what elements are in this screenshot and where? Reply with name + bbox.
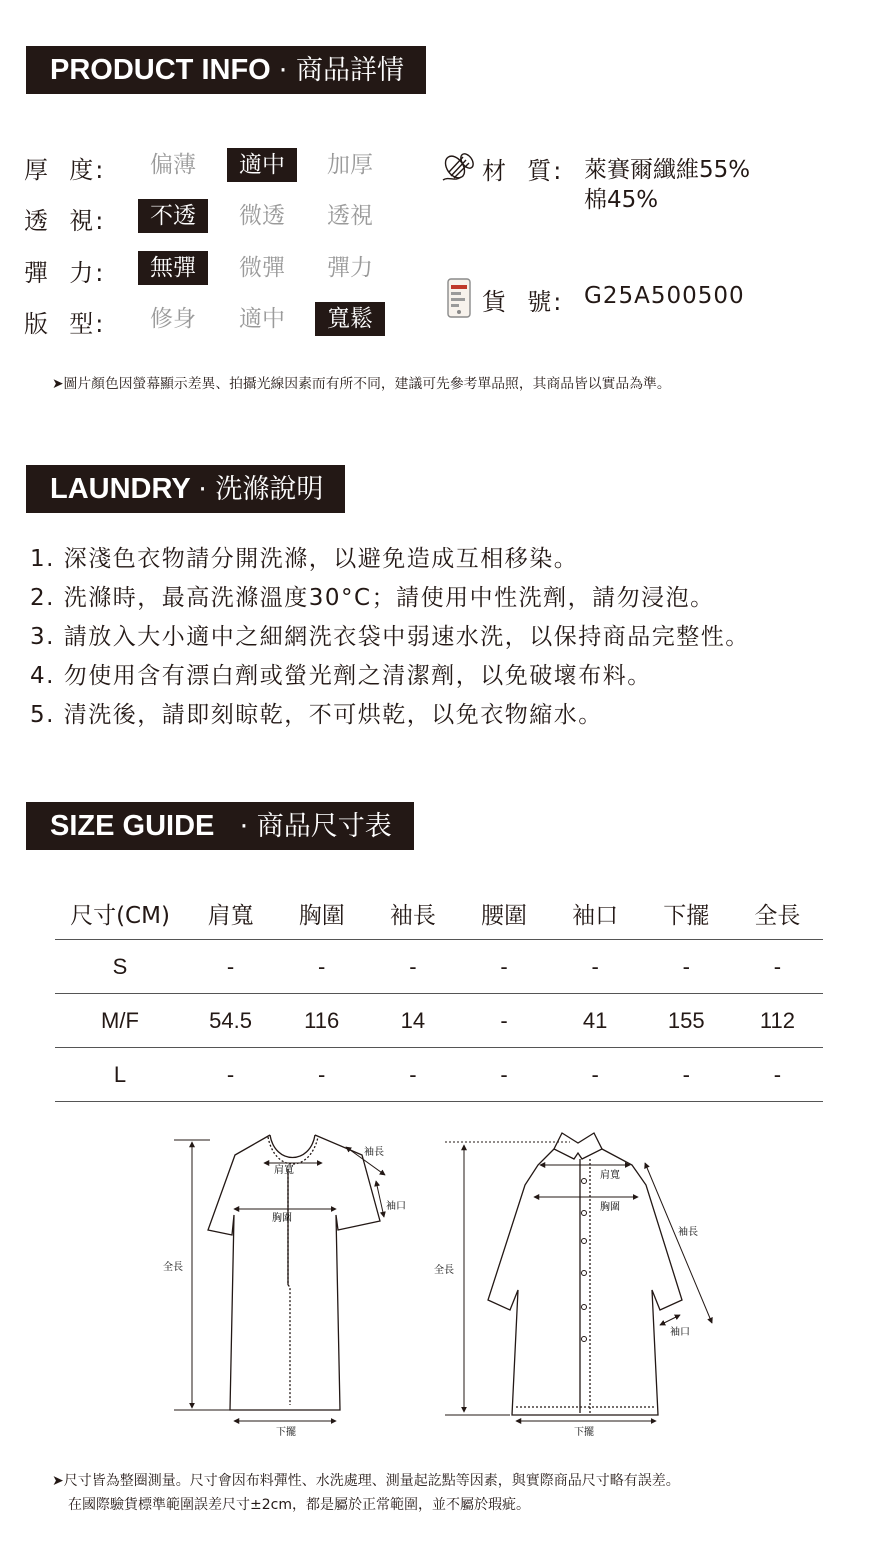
table-cell: -	[458, 940, 549, 994]
table-cell: 14	[367, 994, 458, 1048]
table-cell: -	[458, 1048, 549, 1102]
header-sleeve: 袖長	[367, 887, 458, 940]
header-hem: 下擺	[641, 887, 732, 940]
shirt-shoulder-label: 肩寬	[600, 1170, 620, 1181]
table-cell: -	[732, 1048, 823, 1102]
attribute-option-selected: 適中	[227, 148, 297, 182]
table-cell: -	[367, 940, 458, 994]
size-diagram	[150, 1125, 730, 1445]
title-sep: ·	[198, 474, 207, 505]
front-shoulder-label: 肩寬	[274, 1165, 294, 1176]
header-chest: 胸圍	[276, 887, 367, 940]
table-cell: -	[550, 1048, 641, 1102]
attribute-option-selected: 寬鬆	[315, 302, 385, 336]
table-cell: -	[185, 940, 276, 994]
table-cell: -	[732, 940, 823, 994]
title-sep: ·	[278, 55, 288, 86]
front-dress-outline	[208, 1135, 380, 1410]
front-cuff-label: 袖口	[386, 1201, 406, 1212]
front-length-label: 全長	[163, 1262, 183, 1273]
table-cell: 112	[732, 994, 823, 1048]
attribute-option-selected: 無彈	[138, 251, 208, 285]
list-item: 1. 深淺色衣物請分開洗滌，以避免造成互相移染。	[30, 546, 579, 572]
sku-label: 貨 號:	[482, 288, 564, 316]
table-cell: L	[55, 1048, 185, 1102]
shirt-measure-lines	[445, 1142, 712, 1421]
table-cell: -	[550, 940, 641, 994]
thread-icon	[441, 150, 481, 188]
material-value-line1: 萊賽爾纖維55%	[584, 157, 751, 183]
title-sep: ·	[239, 811, 249, 842]
tag-icon	[445, 276, 473, 324]
attribute-option: 加厚	[327, 152, 373, 178]
attribute-label: 彈 力:	[24, 259, 106, 287]
table-cell: 54.5	[185, 994, 276, 1048]
sku-value: G25A500500	[584, 283, 745, 309]
attribute-option: 偏薄	[150, 152, 196, 178]
table-cell: -	[276, 940, 367, 994]
title-en: LAUNDRY	[50, 473, 191, 505]
product-info-note: ➤圖片顏色因螢幕顯示差異、拍攝光線因素而有所不同，建議可先參考單品照，其商品皆以實品為準。	[52, 376, 671, 392]
header-shoulder: 肩寬	[185, 887, 276, 940]
attribute-option: 微透	[239, 203, 285, 229]
table-cell: -	[185, 1048, 276, 1102]
material-label: 材 質:	[482, 157, 564, 185]
header-waist: 腰圍	[458, 887, 549, 940]
header-length: 全長	[732, 887, 823, 940]
shirt-hem-label: 下擺	[574, 1427, 594, 1438]
table-cell: -	[641, 1048, 732, 1102]
attribute-label: 版 型:	[24, 310, 106, 338]
table-row	[55, 1048, 823, 1102]
header-cuff: 袖口	[550, 887, 641, 940]
shirt-chest-label: 胸圍	[600, 1202, 620, 1213]
attribute-option: 彈力	[327, 255, 373, 281]
table-header-row	[55, 887, 823, 940]
attribute-option: 透視	[327, 203, 373, 229]
size-guide-title	[26, 802, 414, 850]
front-chest-label: 胸圍	[272, 1213, 292, 1224]
table-cell: M/F	[55, 994, 185, 1048]
size-table	[55, 887, 823, 1102]
table-row	[55, 994, 823, 1048]
front-measure-lines	[174, 1140, 385, 1421]
list-item: 4. 勿使用含有漂白劑或螢光劑之清潔劑，以免破壞布料。	[30, 663, 652, 689]
size-note-line1: ➤尺寸皆為整圈測量。尺寸會因布料彈性、水洗處理、測量起訖點等因素，與實際商品尺寸略有誤差。	[52, 1473, 680, 1489]
list-item: 2. 洗滌時，最高洗滌溫度30°C；請使用中性洗劑，請勿浸泡。	[30, 585, 715, 611]
header-size: 尺寸(CM)	[55, 887, 185, 940]
product-info-title	[26, 46, 426, 94]
table-cell: S	[55, 940, 185, 994]
table-cell: -	[276, 1048, 367, 1102]
attribute-option: 修身	[150, 306, 196, 332]
attribute-option: 適中	[239, 306, 285, 332]
attribute-option: 微彈	[239, 255, 285, 281]
shirt-buttons	[582, 1179, 587, 1342]
title-zh: 商品詳情	[295, 55, 404, 86]
attribute-label: 透 視:	[24, 207, 106, 235]
table-cell: -	[458, 994, 549, 1048]
size-note-line2: 在國際驗貨標準範圍誤差尺寸±2cm，都是屬於正常範圍，並不屬於瑕疵。	[68, 1497, 530, 1513]
front-sleeve-label: 袖長	[364, 1147, 384, 1158]
table-cell: 155	[641, 994, 732, 1048]
attribute-option-selected: 不透	[138, 199, 208, 233]
title-en: SIZE GUIDE	[50, 810, 215, 842]
shirt-cuff-label: 袖口	[670, 1327, 690, 1338]
title-zh: 洗滌說明	[215, 474, 324, 505]
shirt-sleeve-label: 袖長	[678, 1227, 698, 1238]
title-zh: 商品尺寸表	[256, 811, 392, 842]
table-cell: 116	[276, 994, 367, 1048]
table-row	[55, 940, 823, 994]
table-cell: -	[367, 1048, 458, 1102]
shirt-length-label: 全長	[434, 1265, 454, 1276]
list-item: 3. 請放入大小適中之細網洗衣袋中弱速水洗，以保持商品完整性。	[30, 624, 750, 650]
table-cell: -	[641, 940, 732, 994]
front-hem-label: 下擺	[276, 1427, 296, 1438]
laundry-list	[30, 540, 750, 735]
laundry-title	[26, 465, 345, 513]
list-item: 5. 清洗後，請即刻晾乾，不可烘乾，以免衣物縮水。	[30, 702, 603, 728]
title-en: PRODUCT INFO	[50, 54, 271, 86]
material-value-line2: 棉45%	[584, 187, 659, 213]
table-cell: 41	[550, 994, 641, 1048]
attribute-label: 厚 度:	[24, 156, 106, 184]
